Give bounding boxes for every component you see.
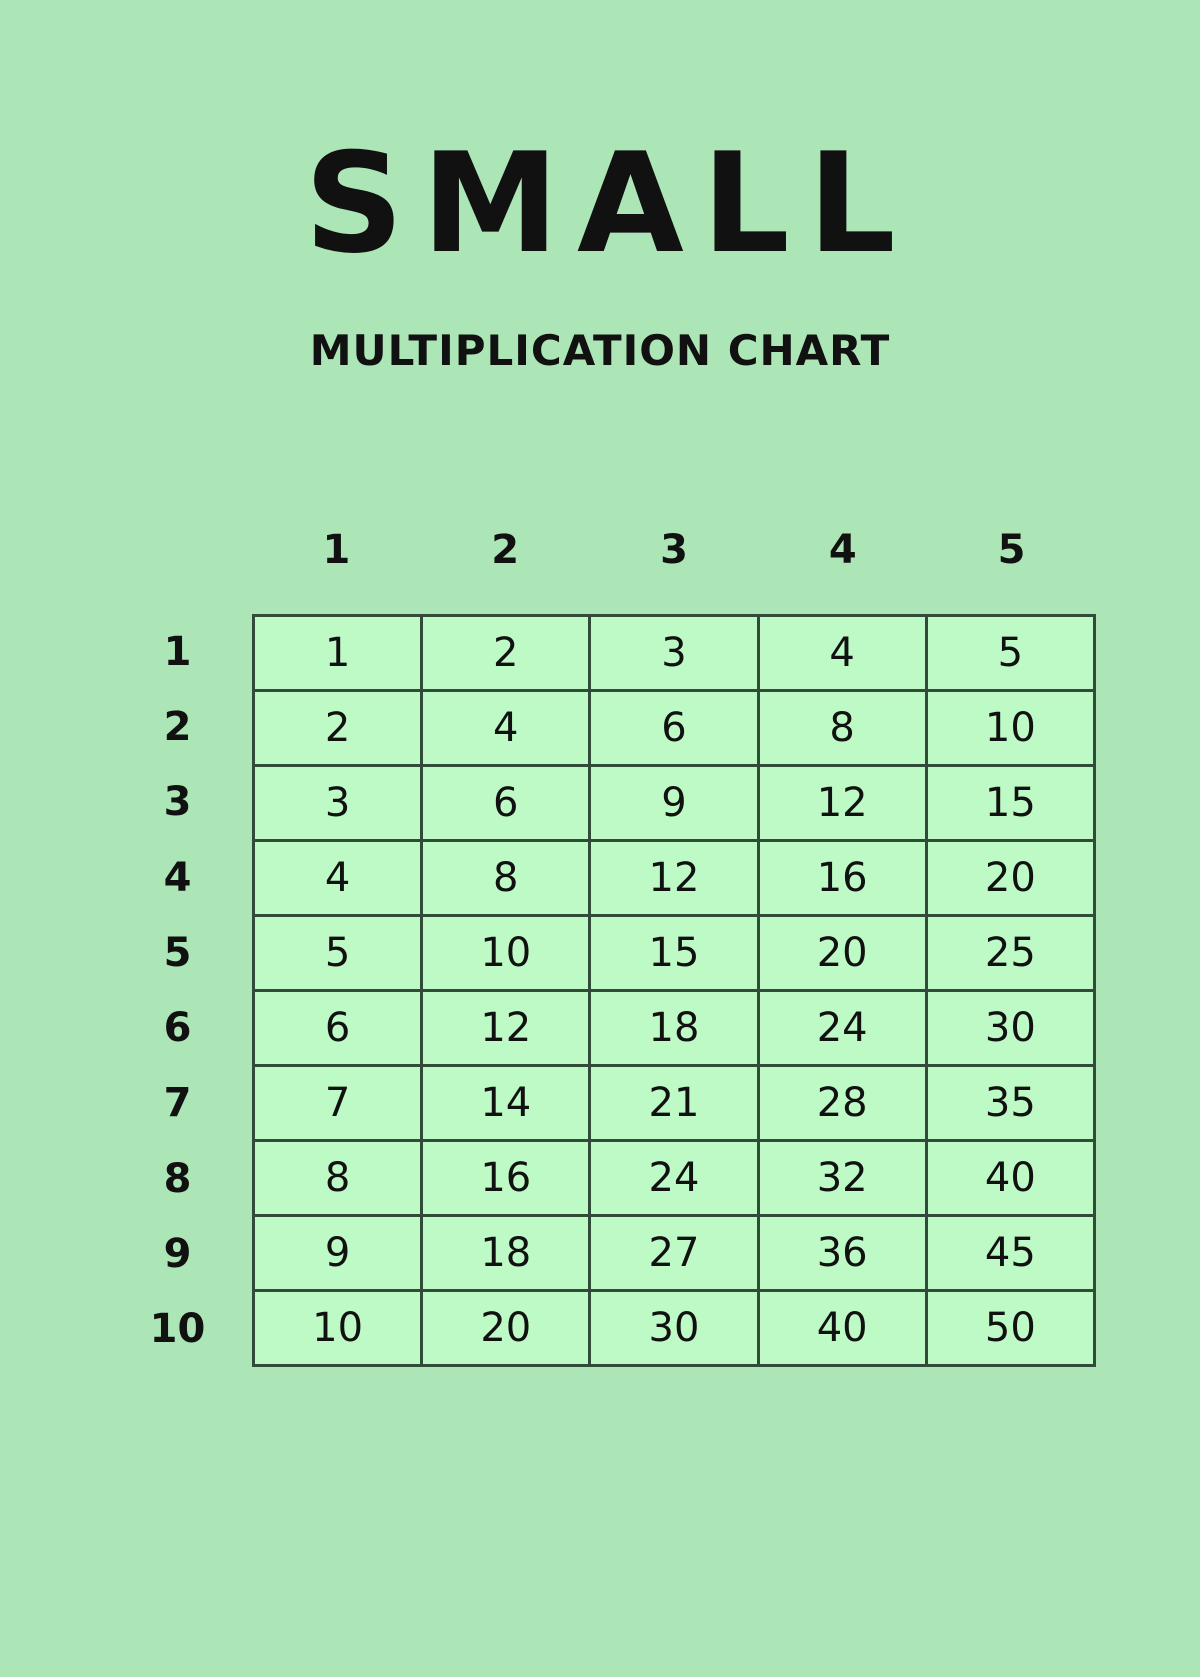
table-cell: 25 bbox=[926, 916, 1094, 991]
table-cell: 20 bbox=[758, 916, 926, 991]
column-header-1: 1 bbox=[322, 527, 351, 573]
table-cell: 16 bbox=[758, 841, 926, 916]
table-cell: 50 bbox=[926, 1291, 1094, 1366]
column-header-2: 2 bbox=[491, 527, 520, 573]
table-cell: 45 bbox=[926, 1216, 1094, 1291]
row-header-8: 8 bbox=[163, 1155, 192, 1202]
table-cell: 6 bbox=[590, 691, 758, 766]
row-header-5: 5 bbox=[163, 929, 192, 976]
table-cell: 14 bbox=[422, 1066, 590, 1141]
table-cell: 4 bbox=[758, 616, 926, 691]
table-cell: 7 bbox=[254, 1066, 422, 1141]
table-cell: 36 bbox=[758, 1216, 926, 1291]
table-cell: 10 bbox=[254, 1291, 422, 1366]
table-cell: 9 bbox=[254, 1216, 422, 1291]
column-header-4: 4 bbox=[828, 527, 857, 573]
table-row bbox=[254, 841, 1095, 916]
column-header-5: 5 bbox=[997, 527, 1026, 573]
table-row bbox=[254, 616, 1095, 691]
table-row bbox=[254, 1141, 1095, 1216]
table-cell: 12 bbox=[422, 991, 590, 1066]
row-header-3: 3 bbox=[163, 779, 192, 826]
table-cell: 21 bbox=[590, 1066, 758, 1141]
table-cell: 4 bbox=[422, 691, 590, 766]
table-row bbox=[254, 916, 1095, 991]
table-cell: 28 bbox=[758, 1066, 926, 1141]
table-row bbox=[254, 1066, 1095, 1141]
table-cell: 30 bbox=[590, 1291, 758, 1366]
table-cell: 18 bbox=[422, 1216, 590, 1291]
table-cell: 9 bbox=[590, 766, 758, 841]
table-row bbox=[254, 1216, 1095, 1291]
table-cell: 18 bbox=[590, 991, 758, 1066]
row-header-6: 6 bbox=[163, 1005, 192, 1052]
table-cell: 12 bbox=[590, 841, 758, 916]
table-cell: 1 bbox=[254, 616, 422, 691]
table-cell: 4 bbox=[254, 841, 422, 916]
table-cell: 8 bbox=[758, 691, 926, 766]
chart-title: SMALL bbox=[304, 123, 914, 284]
table-cell: 30 bbox=[926, 991, 1094, 1066]
row-header-7: 7 bbox=[163, 1080, 192, 1127]
table-cell: 5 bbox=[254, 916, 422, 991]
table-cell: 2 bbox=[254, 691, 422, 766]
table-cell: 2 bbox=[422, 616, 590, 691]
row-headers bbox=[130, 614, 225, 1367]
table-cell: 6 bbox=[254, 991, 422, 1066]
table-cell: 15 bbox=[926, 766, 1094, 841]
table-cell: 5 bbox=[926, 616, 1094, 691]
table-cell: 16 bbox=[422, 1141, 590, 1216]
table-cell: 3 bbox=[254, 766, 422, 841]
table-cell: 24 bbox=[590, 1141, 758, 1216]
row-header-1: 1 bbox=[163, 628, 192, 675]
table-cell: 27 bbox=[590, 1216, 758, 1291]
chart-subtitle: MULTIPLICATION CHART bbox=[309, 326, 891, 375]
table-cell: 6 bbox=[422, 766, 590, 841]
table-row bbox=[254, 691, 1095, 766]
table-cell: 8 bbox=[254, 1141, 422, 1216]
table-cell: 12 bbox=[758, 766, 926, 841]
column-headers bbox=[252, 525, 1096, 575]
table-row bbox=[254, 991, 1095, 1066]
multiplication-table bbox=[252, 614, 1096, 1367]
table-cell: 15 bbox=[590, 916, 758, 991]
table-cell: 3 bbox=[590, 616, 758, 691]
table-row bbox=[254, 1291, 1095, 1366]
table-cell: 24 bbox=[758, 991, 926, 1066]
column-header-3: 3 bbox=[660, 527, 688, 573]
table-cell: 35 bbox=[926, 1066, 1094, 1141]
table-cell: 10 bbox=[926, 691, 1094, 766]
row-header-4: 4 bbox=[163, 854, 192, 901]
table-cell: 20 bbox=[422, 1291, 590, 1366]
table-cell: 40 bbox=[758, 1291, 926, 1366]
table-cell: 8 bbox=[422, 841, 590, 916]
table-row bbox=[254, 766, 1095, 841]
row-header-9: 9 bbox=[163, 1231, 192, 1278]
table-cell: 32 bbox=[758, 1141, 926, 1216]
table-cell: 10 bbox=[422, 916, 590, 991]
row-header-10: 10 bbox=[149, 1306, 206, 1353]
table-cell: 40 bbox=[926, 1141, 1094, 1216]
row-header-2: 2 bbox=[163, 703, 192, 750]
table-cell: 20 bbox=[926, 841, 1094, 916]
